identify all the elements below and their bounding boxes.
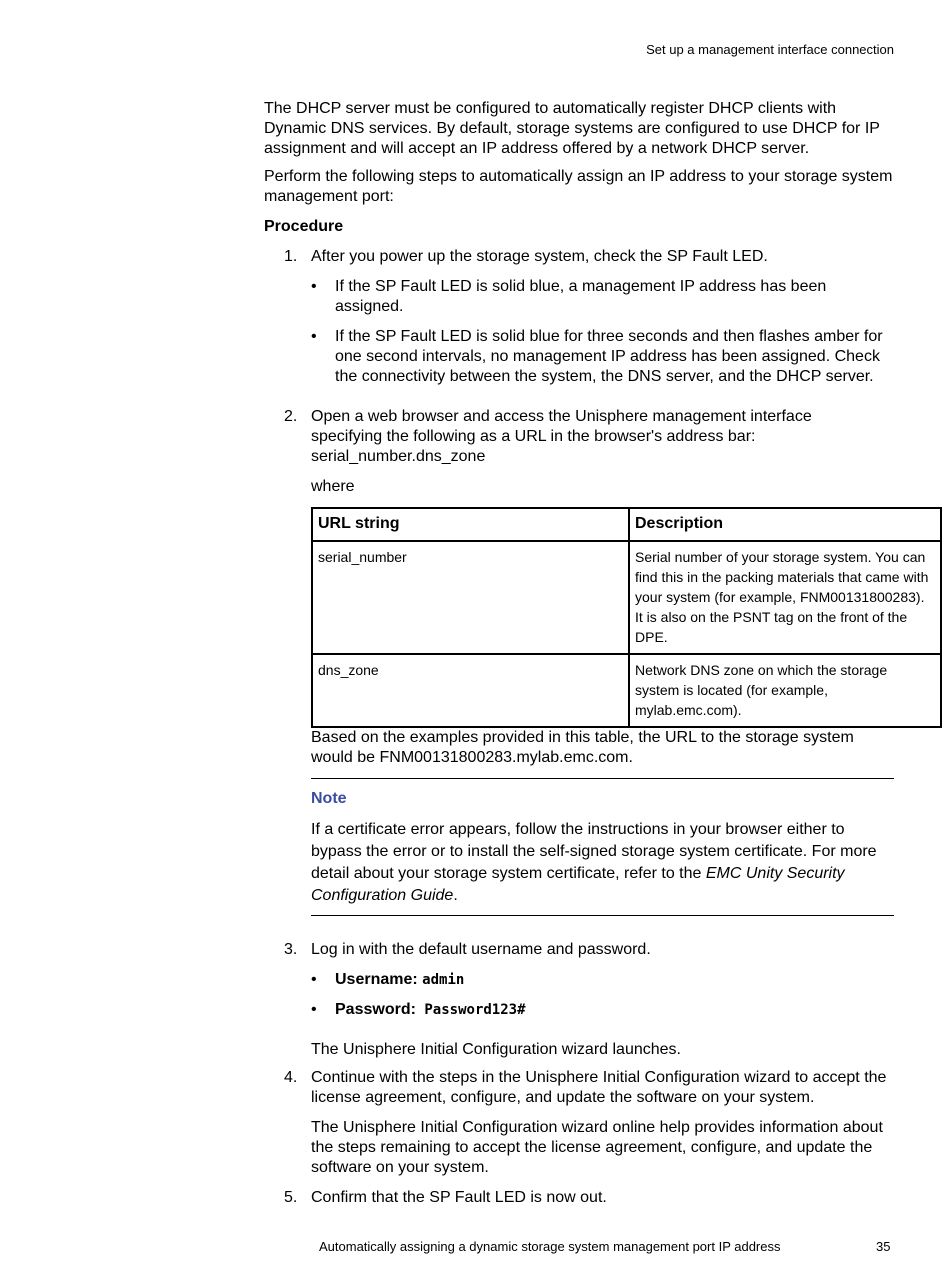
bullet-icon: • <box>311 278 317 295</box>
step-number: 1. <box>284 248 298 265</box>
step-text: Continue with the steps in the Unisphere Initial Configuration wizard to accept the license agreement, configure, and update the software on your system. <box>311 1069 887 1106</box>
where-label: where <box>311 478 355 495</box>
table-row <box>312 654 941 727</box>
step-3 <box>264 940 896 1060</box>
list-item <box>311 327 896 387</box>
credentials-list <box>311 970 896 1020</box>
intro-paragraph-2: Perform the following steps to automatically assign an IP address to your storage system management port: <box>264 168 893 205</box>
running-footer: Automatically assigning a dynamic storage system management port IP address <box>319 1239 781 1254</box>
note-title: Note <box>311 790 347 807</box>
table-summary: Based on the examples provided in this table, the URL to the storage system would be FNM00131800283.mylab.emc.com. <box>311 729 854 766</box>
procedure-heading: Procedure <box>264 218 344 235</box>
table-header-row <box>312 508 941 541</box>
step-number: 3. <box>284 941 298 958</box>
list-item <box>311 970 896 990</box>
list-item <box>311 277 896 317</box>
table-cell: dns_zone <box>312 654 629 727</box>
bullet-icon: • <box>311 328 317 345</box>
step-text: Open a web browser and access the Unisphere management interface specifying the following as a URL in the browser's address bar: serial_number.dns_zone <box>311 408 812 465</box>
page-number: 35 <box>876 1239 891 1254</box>
bullet-icon: • <box>311 971 317 988</box>
step-number: 4. <box>284 1069 298 1086</box>
step-text: After you power up the storage system, check the SP Fault LED. <box>311 248 768 265</box>
running-header: Set up a management interface connection <box>646 42 894 57</box>
note-text <box>311 819 894 907</box>
step-2 <box>264 407 929 916</box>
bullet-text: If the SP Fault LED is solid blue, a management IP address has been assigned. <box>335 278 827 315</box>
table-header-description: Description <box>629 508 941 541</box>
password-label: Password: <box>335 1001 416 1018</box>
table-header-url-string: URL string <box>312 508 629 541</box>
note-end: . <box>453 887 458 904</box>
step-1-bullets <box>311 277 896 387</box>
step-text: Log in with the default username and password. <box>311 941 651 958</box>
step-number: 2. <box>284 408 298 425</box>
list-item <box>311 1000 896 1020</box>
bullet-icon: • <box>311 1001 317 1018</box>
procedure-steps <box>264 247 929 1208</box>
table-cell: Network DNS zone on which the storage system is located (for example, mylab.emc.com). <box>629 654 941 727</box>
username-label: Username: <box>335 971 418 988</box>
note-box <box>311 778 894 916</box>
table-row <box>312 541 941 654</box>
page-content <box>264 99 929 1208</box>
note-body: If a certificate error appears, follow the instructions in your browser either to bypass the error or to install the self-signed storage system certificate. For more detail about your storage system certificate, refer to the <box>311 821 877 882</box>
guide-title: EMC Unity Security Configuration Guide <box>311 865 845 904</box>
step-1 <box>264 247 896 387</box>
step-number: 5. <box>284 1189 298 1206</box>
step-4 <box>264 1068 896 1178</box>
table-cell: Serial number of your storage system. You can find this in the packing materials that came with your system (for example, FNM00131800283). It is also on the PSNT tag on the front of the DPE. <box>629 541 941 654</box>
step-subtext: The Unisphere Initial Configuration wizard online help provides information about the steps remaining to accept the license agreement, configure, and update the software on your system. <box>311 1119 883 1176</box>
password-value: Password123# <box>424 1002 526 1018</box>
step-text: Confirm that the SP Fault LED is now out. <box>311 1189 607 1206</box>
username-value: admin <box>422 972 465 988</box>
step-result: The Unisphere Initial Configuration wizard launches. <box>311 1041 681 1058</box>
intro-paragraph: The DHCP server must be configured to automatically register DHCP clients with Dynamic DNS services. By default, storage systems are configured to use DHCP for IP assignment and will accept an IP address offered by a network DHCP server. <box>264 100 880 157</box>
bullet-text: If the SP Fault LED is solid blue for three seconds and then flashes amber for one second intervals, no management IP address has been assigned. Check the connectivity between the system, the DNS server, and the DHCP server. <box>335 328 883 385</box>
step-5 <box>264 1188 896 1208</box>
url-table <box>311 507 942 728</box>
table-cell: serial_number <box>312 541 629 654</box>
